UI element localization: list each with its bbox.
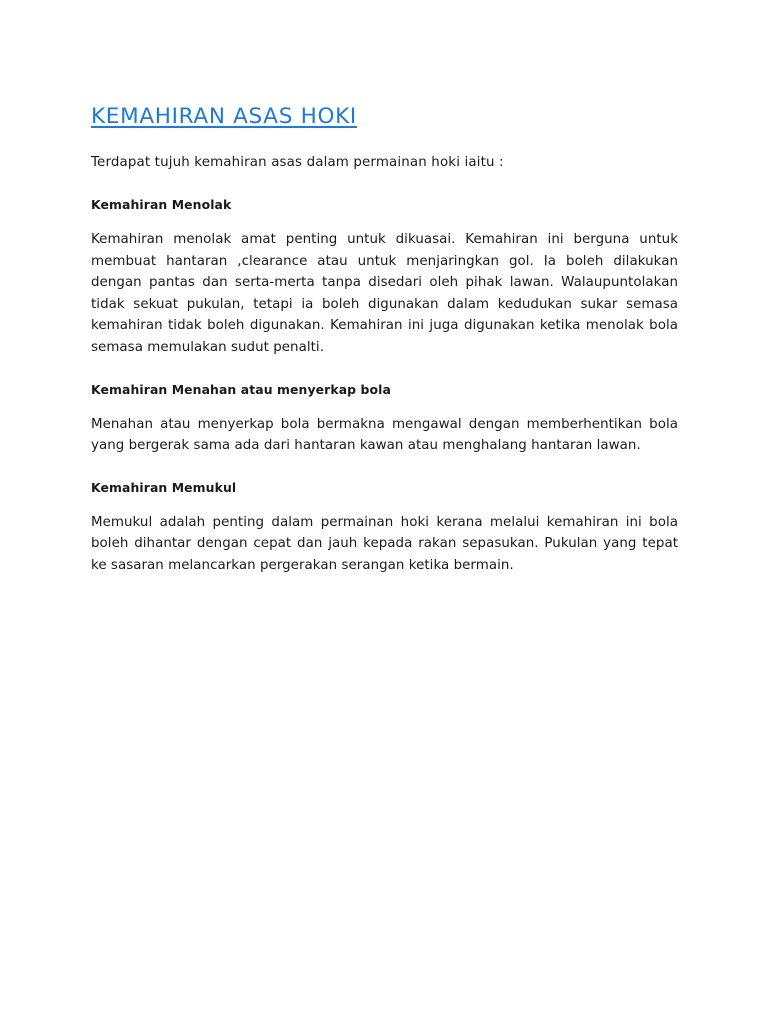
intro-paragraph: Terdapat tujuh kemahiran asas dalam permainan hoki iaitu : xyxy=(91,155,504,170)
document-page xyxy=(91,100,678,577)
section-paragraph: Memukul adalah penting dalam permainan hoki kerana melalui kemahiran ini bola boleh dihantar dengan cepat dan jauh kepada rakan sepasukan. Pukulan yang tepat ke sasaran melancarkan pergerakan serangan ketika bermain. xyxy=(91,514,678,573)
section-paragraph: Menahan atau menyerkap bola bermakna mengawal dengan memberhentikan bola yang bergerak sama ada dari hantaran kawan atau menghalang hantaran lawan. xyxy=(91,416,678,454)
section-paragraph: Kemahiran menolak amat penting untuk dikuasai. Kemahiran ini berguna untuk membuat hantaran ,clearance atau untuk menjaringkan gol. Ia boleh dilakukan dengan pantas dan serta-merta tanpa disedari oleh pihak lawan. Walaupuntolakan tidak sekuat pukulan, tetapi ia boleh digunakan dalam kedudukan sukar semasa kemahiran tidak boleh digunakan. Kemahiran ini juga digunakan ketika menolak bola semasa memulakan sudut penalti. xyxy=(91,232,678,355)
section-memukul xyxy=(91,478,678,577)
section-menolak xyxy=(91,195,678,359)
section-heading: Kemahiran Menahan atau menyerkap bola xyxy=(91,381,391,397)
section-heading: Kemahiran Memukul xyxy=(91,479,237,495)
document-title: KEMAHIRAN ASAS HOKI xyxy=(91,104,357,129)
section-menahan xyxy=(91,380,678,457)
section-heading: Kemahiran Menolak xyxy=(91,197,232,212)
